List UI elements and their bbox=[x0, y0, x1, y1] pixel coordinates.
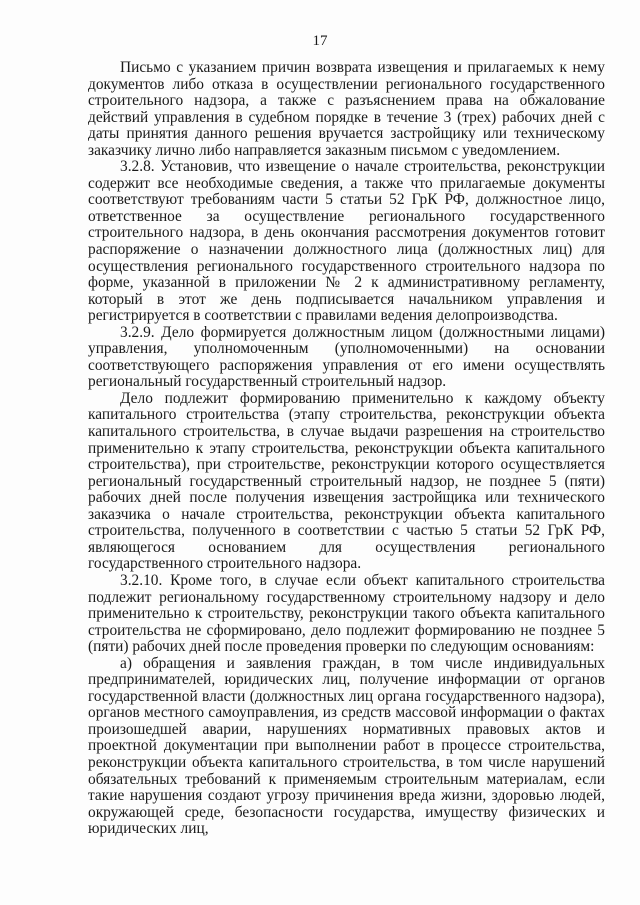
paragraph-3-2-10: 3.2.10. Кроме того, в случае если объект капитального строительства подлежит региональному государственному строительному надзору и дело применительно к строительству, реконструкции такого объекта капитального строительства не сформировано, дело подлежит формированию не позднее 5 (пяти) рабочих дней после проведения проверки по следующим основаниям: bbox=[88, 571, 605, 656]
document-body bbox=[88, 60, 605, 838]
paragraph-3-2-9: 3.2.9. Дело формируется должностным лицом (должностными лицами) управления, уполномоченным (уполномоченными) на основании соответствующего распоряжения управления от его имени осуществлять региональный государственный строительный надзор. bbox=[88, 323, 605, 391]
paragraph-item-a: а) обращения и заявления граждан, в том числе индивидуальных предпринимателей, юридических лиц, получение информации от органов государственной власти (должностных лиц органа государственного надзора), органов местного самоуправления, из средств массовой информации о фактах произошедшей аварии, нарушениях нормативных правовых актов и проектной документации при выполнении работ в процессе строительства, реконструкции объекта капитального строительства, в том числе нарушений обязательных требований к применяемым строительным материалам, если такие нарушения создают угрозу причинения вреда жизни, здоровью людей, окружающей среде, безопасности государства, имуществу физических и юридических лиц, bbox=[88, 654, 605, 838]
page-number: 17 bbox=[312, 33, 328, 49]
paragraph-return-letter: Письмо с указанием причин возврата извещения и прилагаемых к нему документов либо отказа в осуществлении регионального государственного строительного надзора, а также с разъяснением права на обжалование действий управления в судебном порядке в течение 3 (трех) рабочих дней с даты принятия данного решения вручается застройщику или техническому заказчику лично либо направляется заказным письмом с уведомлением. bbox=[88, 59, 605, 159]
paragraph-3-2-8: 3.2.8. Установив, что извещение о начале строительства, реконструкции содержит все необходимые сведения, а также что прилагаемые документы соответствуют требованиям части 5 статьи 52 ГрК РФ, должностное лицо, ответственное за осуществление регионального государственного строительного надзора, в день окончания рассмотрения документов готовит распоряжение о назначении должностного лица (должностных лиц) для осуществления регионального государственного строительного надзора по форме, указанной в приложении № 2 к административному регламенту, который в этот же день подписывается начальником управления и регистрируется в соответствии с правилами ведения делопроизводства. bbox=[88, 158, 605, 325]
paragraph-case-formation: Дело подлежит формированию применительно к каждому объекту капитального строительства (этапу строительства, реконструкции объекта капитального строительства, в случае выдачи разрешения на строительство применительно к этапу строительства, реконструкции объекта капитального строительства), при строительстве, реконструкции которого осуществляется региональный государственный строительный надзор, не позднее 5 (пяти) рабочих дней после получения извещения застройщика или технического заказчика о начале строительства, реконструкции объекта капитального строительства, полученного в соответствии с частью 5 статьи 52 ГрК РФ, являющегося основанием для осуществления регионального государственного строительного надзора. bbox=[88, 389, 605, 573]
